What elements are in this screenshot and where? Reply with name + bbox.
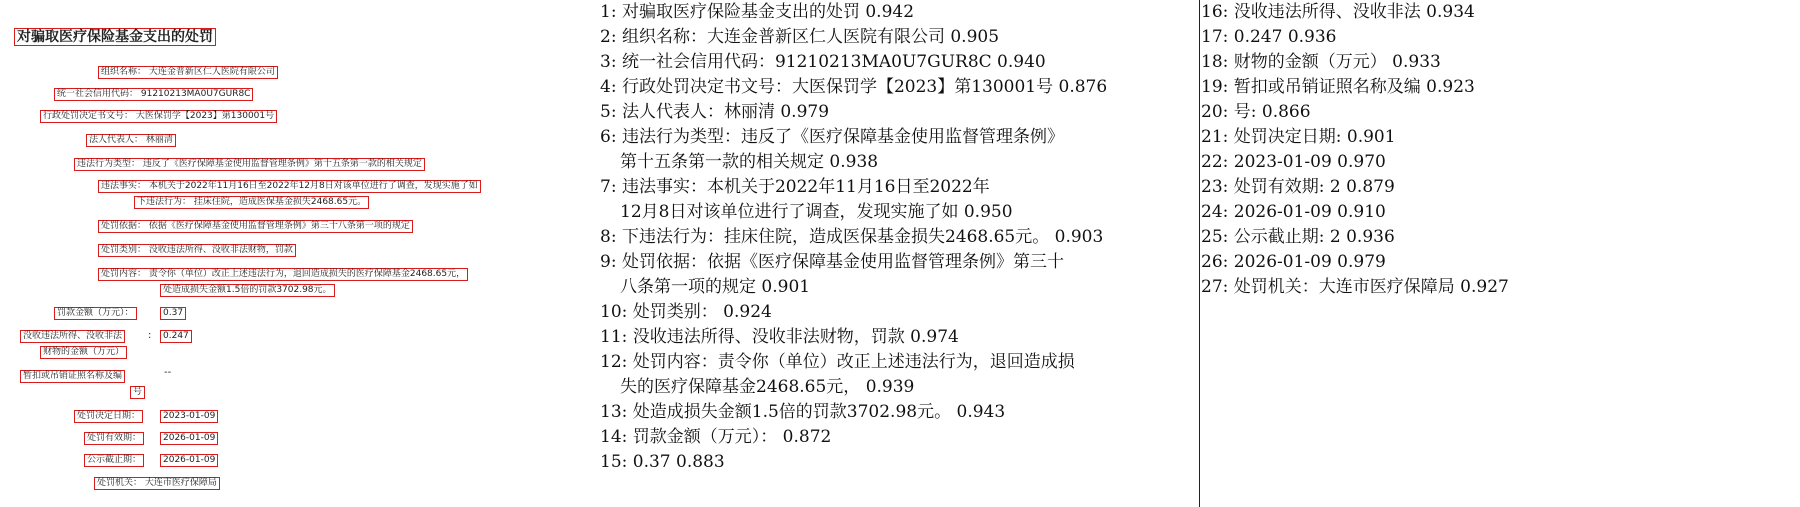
result-line: 13: 处造成损失金额1.5倍的罚款3702.98元。 0.943 [600,402,1006,422]
ocr-box: 罚款金额（万元）： [54,307,137,320]
ocr-box: 0.247 [160,330,192,343]
result-line: 20: 号: 0.866 [1201,102,1311,122]
ocr-box: 处罚决定日期： [74,410,143,423]
result-line: 17: 0.247 0.936 [1201,27,1337,47]
result-line: 9: 处罚依据：依据《医疗保障基金使用监督管理条例》第三十 [600,252,1064,272]
result-line: 2: 组织名称：大连金普新区仁人医院有限公司 0.905 [600,27,1000,47]
ocr-box: 处造成损失金额1.5倍的罚款3702.98元。 [160,284,335,297]
result-line: 6: 违法行为类型：违反了《医疗保障基金使用监督管理条例》 [600,127,1064,147]
ocr-box: 暂扣或吊销证照名称及编 [20,370,125,383]
result-line: 27: 处罚机关：大连市医疗保障局 0.927 [1201,277,1509,297]
result-line: 25: 公示截止期: 2 0.936 [1201,227,1395,247]
result-line: 5: 法人代表人：林丽清 0.979 [600,102,830,122]
result-line: 8: 下违法行为：挂床住院，造成医保基金损失2468.65元。 0.903 [600,227,1104,247]
ocr-box: 2026-01-09 [160,432,218,445]
result-line: 15: 0.37 0.883 [600,452,725,472]
ocr-box: 0.37 [160,307,186,320]
column-divider [1199,0,1200,507]
result-line: 3: 统一社会信用代码：91210213MA0U7GUR8C 0.940 [600,52,1046,72]
ocr-dash: -- [164,367,172,378]
ocr-colon: : [148,330,152,341]
ocr-box: 处罚内容： 责令你（单位）改正上述违法行为，退回造成损失的医疗保障基金2468.65元， [98,268,468,281]
ocr-box: 处罚依据： 依据《医疗保障基金使用监督管理条例》第三十八条第一项的规定 [98,220,413,233]
result-line: 八条第一项的规定 0.901 [620,277,811,297]
ocr-box: 2026-01-09 [160,454,218,467]
result-line: 21: 处罚决定日期: 0.901 [1201,127,1396,147]
ocr-box: 处罚类别： 没收违法所得、没收非法财物，罚款 [98,244,296,257]
result-line: 第十五条第一款的相关规定 0.938 [620,152,879,172]
ocr-box: 财物的金额（万元） [40,346,127,359]
result-line: 12月8日对该单位进行了调查，发现实施了如 0.950 [620,202,1013,222]
result-line: 16: 没收违法所得、没收非法 0.934 [1201,2,1475,22]
result-line: 14: 罚款金额（万元）： 0.872 [600,427,832,447]
result-line: 10: 处罚类别： 0.924 [600,302,772,322]
result-line: 18: 财物的金额（万元） 0.933 [1201,52,1441,72]
ocr-box: 违法事实： 本机关于2022年11月16日至2022年12月8日对该单位进行了调查，发现实施了如 [98,180,481,193]
ocr-image-panel [0,0,590,507]
ocr-box: 公示截止期： [84,454,144,467]
ocr-results-column-2 [1201,0,1800,300]
result-line: 26: 2026-01-09 0.979 [1201,252,1386,272]
ocr-box: 组织名称： 大连金普新区仁人医院有限公司 [98,66,278,79]
ocr-box-title: 对骗取医疗保险基金支出的处罚 [14,28,216,46]
result-line: 19: 暂扣或吊销证照名称及编 0.923 [1201,77,1475,97]
result-line: 12: 处罚内容：责令你（单位）改正上述违法行为，退回造成损 [600,352,1075,372]
ocr-box: 2023-01-09 [160,410,218,423]
result-line: 失的医疗保障基金2468.65元， 0.939 [620,377,915,397]
result-line: 24: 2026-01-09 0.910 [1201,202,1386,222]
ocr-box: 处罚机关： 大连市医疗保障局 [94,477,220,490]
ocr-results-column-1 [600,0,1198,475]
result-line: 22: 2023-01-09 0.970 [1201,152,1386,172]
ocr-box: 处罚有效期： [84,432,144,445]
ocr-box: 法人代表人： 林丽清 [86,134,176,147]
ocr-box: 号 [130,386,145,399]
ocr-box: 没收违法所得、没收非法 [20,330,125,343]
result-line: 1: 对骗取医疗保险基金支出的处罚 0.942 [600,2,915,22]
result-line: 4: 行政处罚决定书文号：大医保罚学【2023】第130001号 0.876 [600,77,1108,97]
result-line: 7: 违法事实：本机关于2022年11月16日至2022年 [600,177,990,197]
ocr-box: 违法行为类型： 违反了《医疗保障基金使用监督管理条例》第十五条第一款的相关规定 [74,158,425,171]
result-line: 23: 处罚有效期: 2 0.879 [1201,177,1395,197]
ocr-box: 行政处罚决定书文号： 大医保罚学【2023】第130001号 [40,110,277,123]
ocr-box: 下违法行为： 挂床住院，造成医保基金损失2468.65元。 [134,196,369,209]
ocr-box: 统一社会信用代码： 91210213MA0U7GUR8C [54,88,253,101]
result-line: 11: 没收违法所得、没收非法财物，罚款 0.974 [600,327,959,347]
